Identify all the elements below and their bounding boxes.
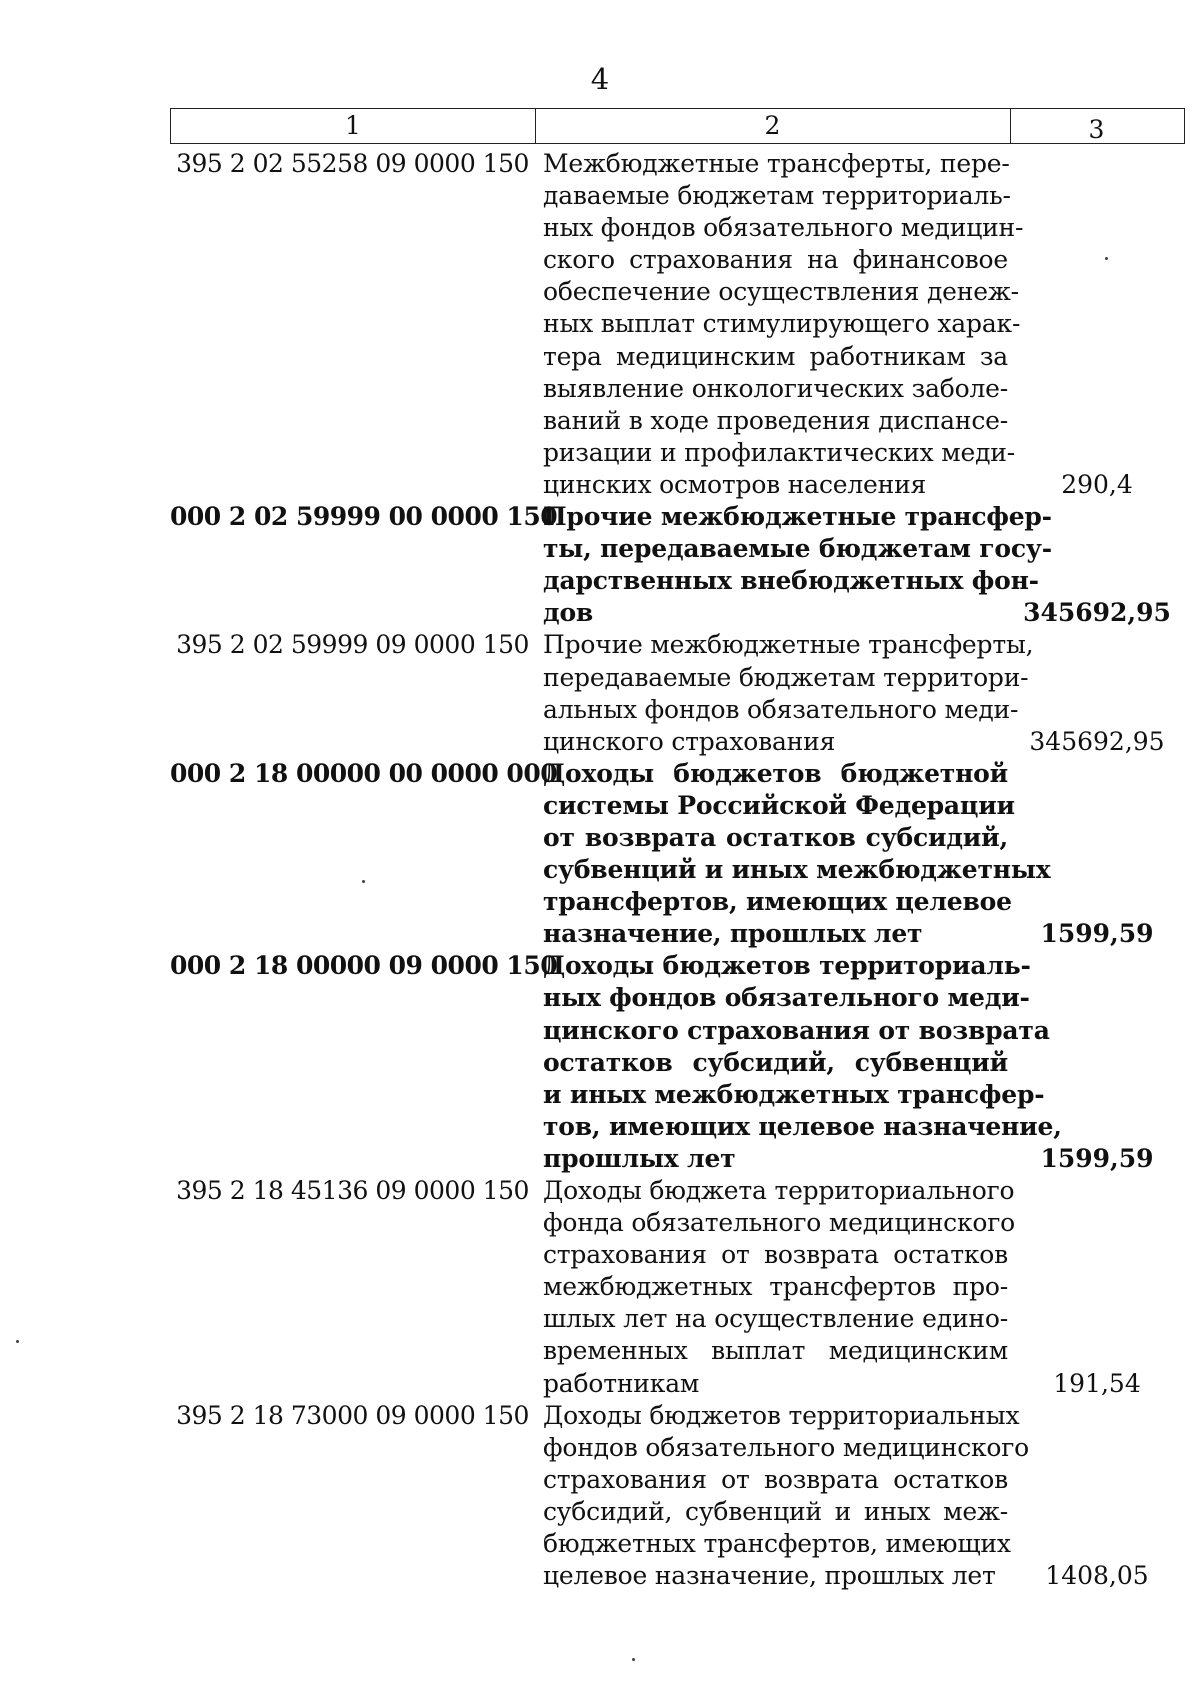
row-amount: 290,4 xyxy=(1061,470,1133,500)
description-line: Доходы бюджета территориального xyxy=(543,1176,1015,1205)
description-line: цинского страхования от возврата xyxy=(543,1015,1050,1045)
description-line: шлых лет на осуществление едино- xyxy=(543,1304,1008,1334)
row-description xyxy=(543,758,1051,951)
description-line: дов xyxy=(543,598,594,628)
row-description xyxy=(543,1400,1030,1593)
row-code: 000 2 18 00000 00 0000 000 xyxy=(170,758,558,788)
description-line: обеспечение осуществления денеж- xyxy=(543,277,1019,307)
description-line: Прочие межбюджетные трансфер- xyxy=(543,502,1052,532)
description-line: субсидий, субвенций и иных меж- xyxy=(543,1496,1008,1526)
row-code: 395 2 02 55258 09 0000 150 xyxy=(176,149,529,178)
description-line: от возврата остатков субсидий, xyxy=(543,822,1008,852)
description-line: бюджетных трансфертов, имеющих xyxy=(543,1529,1011,1559)
description-line: ты, передаваемые бюджетам госу- xyxy=(543,534,1052,564)
row-description xyxy=(543,148,1024,501)
description-line: и иных межбюджетных трансфер- xyxy=(543,1079,1045,1109)
scan-speck xyxy=(16,1340,19,1343)
table-row xyxy=(170,629,1185,757)
row-amount: 345692,95 xyxy=(1029,726,1165,756)
description-line: назначение, прошлых лет xyxy=(543,919,923,949)
description-line: тов, имеющих целевое назначение, xyxy=(543,1111,1062,1141)
description-line: ных фондов обязательного медицин- xyxy=(543,213,1024,243)
description-line: целевое назначение, прошлых лет xyxy=(543,1561,996,1591)
scan-speck xyxy=(362,880,365,883)
row-amount: 1408,05 xyxy=(1045,1561,1149,1591)
description-line: ных фондов обязательного меди- xyxy=(543,983,1030,1013)
table-row xyxy=(170,148,1185,501)
description-line: ваний в ходе проведения диспансе- xyxy=(543,405,1008,435)
row-code: 395 2 18 45136 09 0000 150 xyxy=(176,1176,529,1205)
scan-speck xyxy=(632,1658,635,1661)
table-row xyxy=(170,758,1185,951)
description-line: цинского страхования xyxy=(543,726,836,756)
row-description xyxy=(543,950,1062,1175)
row-amount: 345692,95 xyxy=(1023,598,1171,628)
description-line: ского страхования на финансовое xyxy=(543,245,1008,275)
description-line: альных фондов обязательного меди- xyxy=(543,694,1019,724)
description-line: страхования от возврата остатков xyxy=(543,1240,1008,1270)
table-header xyxy=(170,108,1185,144)
description-line: работникам xyxy=(543,1368,700,1398)
header-col-2: 2 xyxy=(535,109,1011,143)
header-col-1: 1 xyxy=(171,109,536,143)
description-line: Доходы бюджетов территориаль- xyxy=(543,951,1031,981)
description-line: фонда обязательного медицинского xyxy=(543,1208,1015,1238)
description-line: дарственных внебюджетных фон- xyxy=(543,566,1039,596)
description-line: Межбюджетные трансферты, пере- xyxy=(543,149,1010,178)
description-line: передаваемые бюджетам территори- xyxy=(543,662,1029,692)
header-col-3: 3 xyxy=(1088,115,1105,144)
description-line: Прочие межбюджетные трансферты, xyxy=(543,630,1034,660)
row-code: 000 2 18 00000 09 0000 150 xyxy=(170,951,558,981)
description-line: фондов обязательного медицинского xyxy=(543,1432,1030,1462)
description-line: ризации и профилактических меди- xyxy=(543,437,1016,467)
description-line: выявление онкологических заболе- xyxy=(543,373,1008,403)
description-line: трансфертов, имеющих целевое xyxy=(543,887,1012,917)
description-line: ных выплат стимулирующего харак- xyxy=(543,309,1021,339)
description-line: межбюджетных трансфертов про- xyxy=(543,1272,1008,1302)
description-line: страхования от возврата остатков xyxy=(543,1464,1008,1494)
description-line: даваемые бюджетам территориаль- xyxy=(543,181,1011,211)
row-description xyxy=(543,629,1034,757)
page-number: 4 xyxy=(590,62,610,96)
row-code: 395 2 02 59999 09 0000 150 xyxy=(176,630,529,660)
table-row xyxy=(170,1175,1185,1400)
description-line: прошлых лет xyxy=(543,1143,736,1173)
description-line: цинских осмотров населения xyxy=(543,469,927,499)
description-line: системы Российской Федерации xyxy=(543,790,1015,820)
row-amount: 191,54 xyxy=(1053,1368,1141,1398)
table-body xyxy=(170,148,1185,1592)
description-line: субвенций и иных межбюджетных xyxy=(543,855,1051,885)
row-amount: 1599,59 xyxy=(1040,1144,1154,1173)
description-line: остатков субсидий, субвенций xyxy=(543,1047,1008,1077)
description-line: временных выплат медицинским xyxy=(543,1336,1008,1366)
description-line: тера медицинским работникам за xyxy=(543,341,1008,371)
row-amount: 1599,59 xyxy=(1040,919,1154,949)
table-row xyxy=(170,501,1185,629)
row-description xyxy=(543,501,1052,629)
description-line: Доходы бюджетов бюджетной xyxy=(543,758,1008,788)
row-description xyxy=(543,1175,1015,1400)
row-code: 395 2 18 73000 09 0000 150 xyxy=(176,1400,529,1430)
scan-speck xyxy=(1105,257,1108,260)
description-line: Доходы бюджетов территориальных xyxy=(543,1400,1020,1430)
row-code: 000 2 02 59999 00 0000 150 xyxy=(170,502,558,532)
table-row xyxy=(170,950,1185,1175)
table-row xyxy=(170,1400,1185,1593)
